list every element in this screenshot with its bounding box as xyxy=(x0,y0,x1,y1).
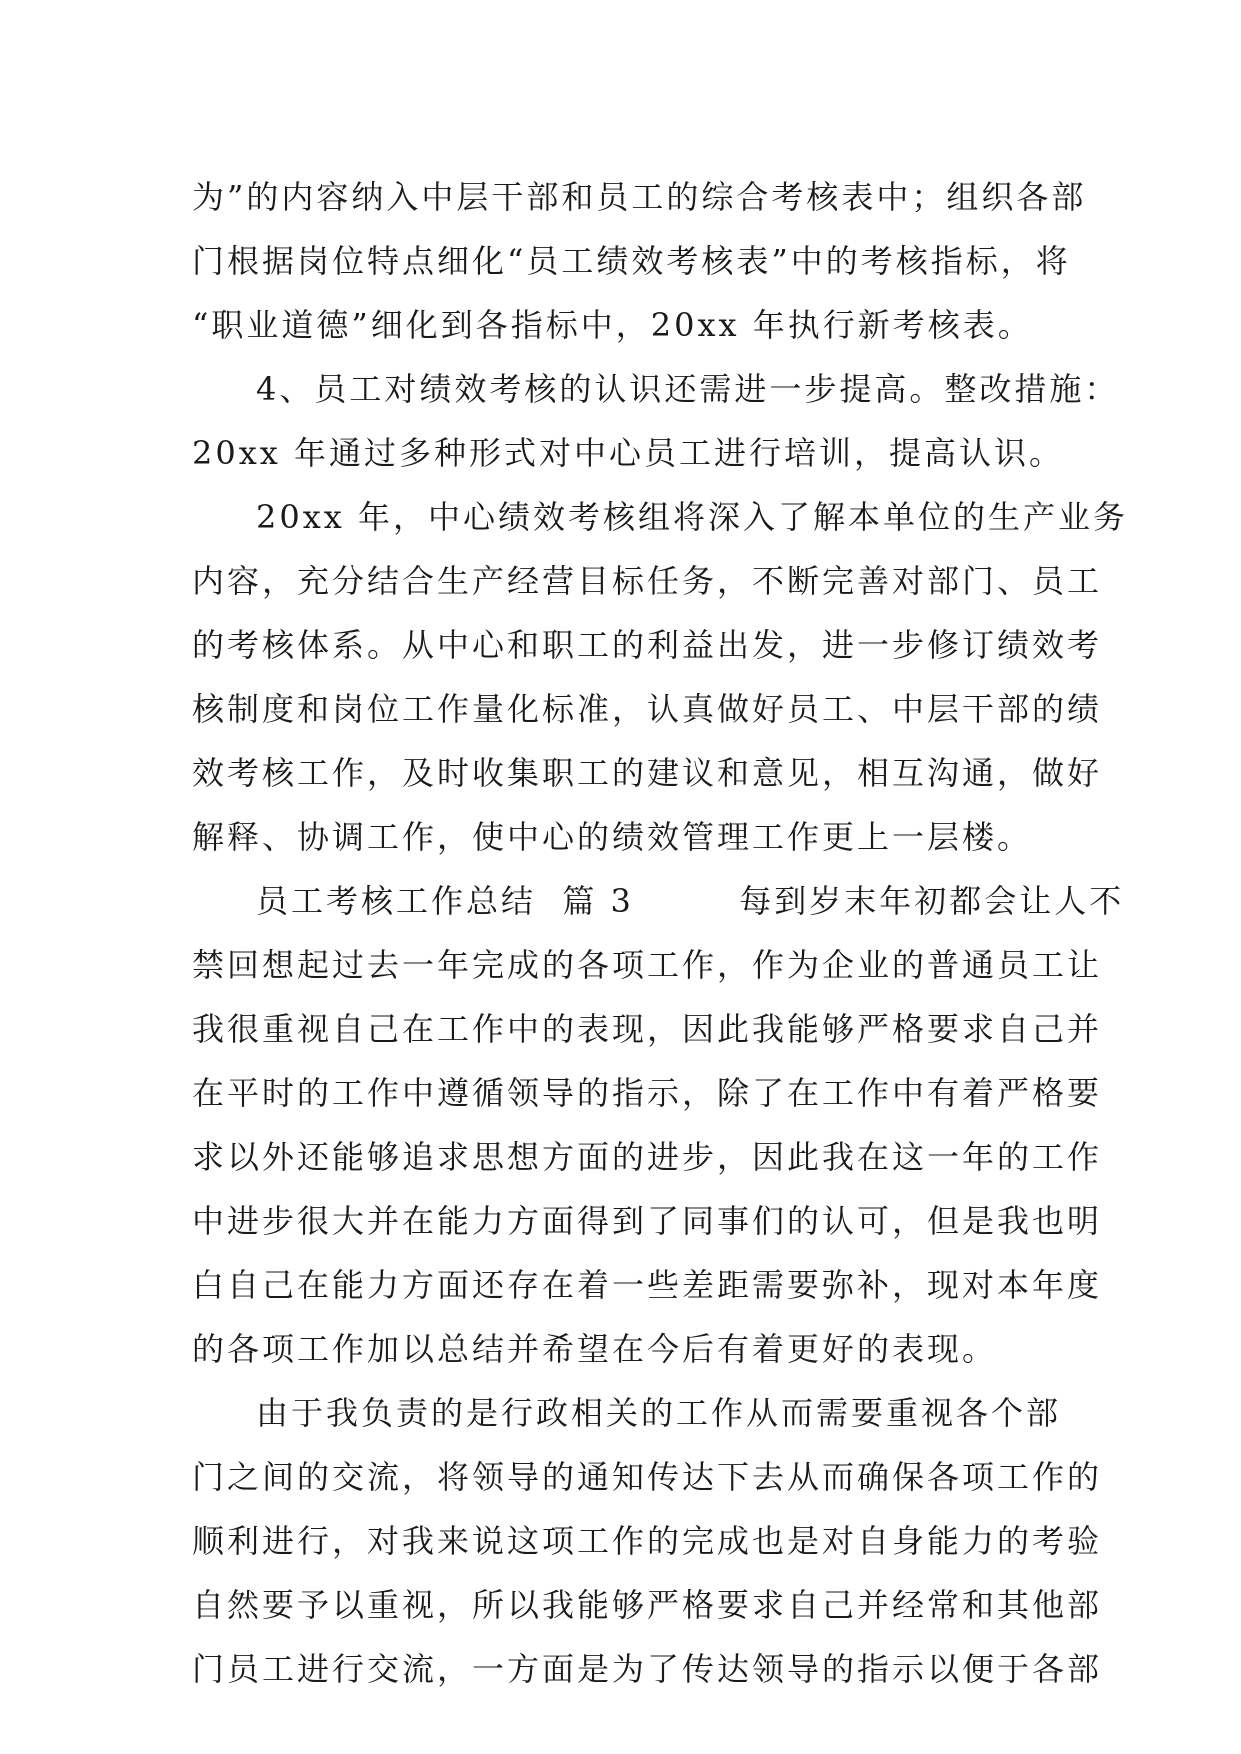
text-line: 顺利进行，对我来说这项工作的完成也是对自身能力的考验 xyxy=(192,1522,1103,1560)
text-line: 在平时的工作中遵循领导的指示，除了在工作中有着严格要 xyxy=(192,1074,1103,1112)
text-line: 效考核工作，及时收集职工的建议和意见，相互沟通，做好 xyxy=(192,754,1103,792)
body-text xyxy=(192,165,1128,1701)
text-line: 20xx 年，中心绩效考核组将深入了解本单位的生产业务 xyxy=(256,498,1128,536)
text-line: 门员工进行交流，一方面是为了传达领导的指示以便于各部 xyxy=(192,1650,1103,1688)
text-line: 门根据岗位特点细化“员工绩效考核表”中的考核指标，将 xyxy=(192,242,1071,280)
text-line: 20xx 年通过多种形式对中心员工进行培训，提高认识。 xyxy=(192,434,1064,472)
text-line: 员工考核工作总结 篇 3 每到岁末年初都会让人不 xyxy=(256,882,1125,920)
text-line: 内容，充分结合生产经营目标任务，不断完善对部门、员工 xyxy=(192,562,1103,600)
text-line: 白自己在能力方面还存在着一些差距需要弥补，现对本年度 xyxy=(192,1266,1103,1304)
text-line: 禁回想起过去一年完成的各项工作，作为企业的普通员工让 xyxy=(192,946,1103,984)
text-line: 由于我负责的是行政相关的工作从而需要重视各个部 xyxy=(256,1394,1062,1432)
text-line: 为”的内容纳入中层干部和员工的综合考核表中；组织各部 xyxy=(192,178,1087,216)
text-line: 我很重视自己在工作中的表现，因此我能够严格要求自己并 xyxy=(192,1010,1103,1048)
text-line: 的考核体系。从中心和职工的利益出发，进一步修订绩效考 xyxy=(192,626,1103,664)
text-line: 中进步很大并在能力方面得到了同事们的认可，但是我也明 xyxy=(192,1202,1103,1240)
text-line: 核制度和岗位工作量化标准，认真做好员工、中层干部的绩 xyxy=(192,690,1103,728)
text-line: 解释、协调工作，使中心的绩效管理工作更上一层楼。 xyxy=(192,818,1033,856)
text-line: “职业道德”细化到各指标中，20xx 年执行新考核表。 xyxy=(192,306,1033,344)
text-line: 求以外还能够追求思想方面的进步，因此我在这一年的工作 xyxy=(192,1138,1103,1176)
text-line: 的各项工作加以总结并希望在今后有着更好的表现。 xyxy=(192,1330,998,1368)
text-line: 4、员工对绩效考核的认识还需进一步提高。整改措施： xyxy=(256,370,1120,408)
text-line: 自然要予以重视，所以我能够严格要求自己并经常和其他部 xyxy=(192,1586,1103,1624)
text-line: 门之间的交流，将领导的通知传达下去从而确保各项工作的 xyxy=(192,1458,1103,1496)
